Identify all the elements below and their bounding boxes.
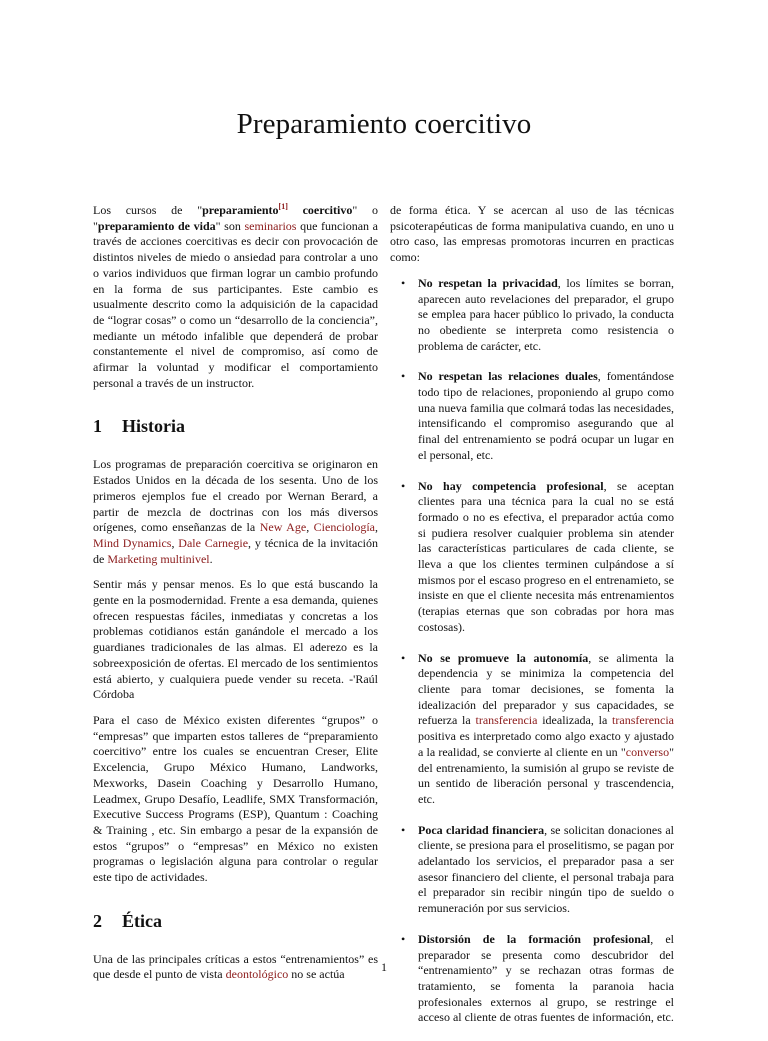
link-dale-carnegie[interactable]: Dale Carnegie (178, 535, 249, 550)
link-deontologico[interactable]: deontológico (225, 967, 289, 982)
section-heading-historia: 1 Historia (93, 416, 185, 437)
reference-link[interactable]: [1] (278, 202, 288, 211)
list-item: • No respetan la privacidad, los límites se borran, aparecen auto revelaciones del preparador, el grupo se emplea para hacer público lo privado, la conducta no obediente se interpreta como resistencia o problema de carácter, etc. (401, 275, 675, 353)
left-column (93, 203, 378, 993)
bullet-icon: • (401, 369, 406, 384)
bullet-icon: • (401, 931, 406, 946)
intro-paragraph: Los cursos de "preparamiento[1] coercitivo" o "preparamiento de vida" son seminarios que funcionan a través de acciones coercitivas es decir con provocación de distintos niveles de miedo o ansiedad para controlar a uno o varios individuos que firman lograr un cambio profundo en la forma de sus participantes. Este cambio es usualmente descrito como la adquisición de la capacidad de “lograr cosas” o como un “desarrollo de la conciencia”, mediante un método infalible que dependerá de probar constantemente el nivel de compromiso, así como de afirmar la voluntad y modificar el comportamiento personal a través de un instructor. (93, 202, 378, 390)
page-number: 1 (381, 960, 387, 974)
list-item: • No hay competencia profesional, se aceptan clientes para una técnica para la cual no se está formado o no es efectiva, el preparador actúa como si pudiera resolver cualquier problema sin atender las características particulares de cada cliente, se lleva a que los clientes terminen culpándose a sí mismos por el escaso progreso en el entrenamieto, se insiste en que el cliente necesita más entrenamientos (terapias eternas que son cobradas por hora mas costosas). (401, 478, 674, 634)
link-mind-dynamics[interactable]: Mind Dynamics (93, 535, 172, 550)
link-marketing-multinivel[interactable]: Marketing multinivel (107, 551, 210, 566)
etica-paragraph-continued: de forma ética. Y se acercan al uso de las técnicas psicoterapéuticas de forma manipulativa cuando, en uno u otro caso, las empresas promotoras incurren en practicas como: (390, 203, 674, 265)
historia-paragraph-2: Sentir más y pensar menos. Es lo que está buscando la gente en la posmodernidad. Frente a esa demanda, quienes ofrecen respuestas fáciles, inmediatas y concretas a los problemas cotidianos están ganándole el mercado a los guardianes tradicionales de las almas. El aderezo es la sobreexposición de ofertas. El mercado de los sentimientos está abierto, y cualquiera puede vender su receta. -'Raúl Córdoba (93, 577, 378, 702)
historia-paragraph-1: Los programas de preparación coercitiva se originaron en Estados Unidos en la década de los sesenta. Uno de los primeros ejemplos fue el creado por Wernan Berard, a partir de mezcla de doctrinas con los más diversos orígenes, como enseñanzas de la New Age, Cienciología, Mind Dynamics, Dale Carnegie, y técnica de la invitación de Marketing multinivel. (93, 457, 378, 566)
section-heading-etica: 2 Ética (93, 910, 162, 931)
list-item: • No se promueve la autonomía, se alimenta la dependencia y se minimiza la competencia del cliente para tomar decisiones, se fomenta la idealización del preparador y sus capacidades, se refuerza la transferencia idealizada, la transferencia positiva es interpretado como algo exacto y ajustado a la realidad, se convierte al cliente en un "converso" del entrenamiento, la sumisión al grupo se reviste de un sentido de liberación personal y trascendencia, etc. (401, 650, 675, 806)
link-converso[interactable]: converso (625, 744, 670, 759)
list-item: • No respetan las relaciones duales, fomentándose todo tipo de relaciones, proponiendo al grupo como una nueva familia que colmará todas las necesidades, intensificando el compromiso asegurando que al final del entrenamiento se podrá ocupar un lugar en el personal, etc. (401, 369, 674, 462)
bullet-icon: • (401, 650, 406, 665)
bullet-icon: • (401, 275, 406, 290)
bullet-icon: • (401, 478, 406, 493)
practices-list (390, 276, 674, 1026)
historia-paragraph-3: Para el caso de México existen diferentes “grupos” o “empresas” que imparten estos talleres de “preparamiento coercitivo” entre los cuales se encuentran Creser, Elite Excelencia, Grupo México Humano, Landworks, Mexworks, Dasein Coaching y Desarrollo Humano, Leadmex, Grupo Desafío, Leadlife, SMX Transformación, Executive Success Programs (ESP), Quantum : Coaching & Training , etc. Sin embargo a pesar de la expansión de estos “grupos” o “empresas” en México no existen programas o legislación alguna para controlar o regular este tipo de actividades. (93, 712, 378, 885)
list-item: • Distorsión de la formación profesional, el preparador se presenta como descubridor del “entrenamiento” y se rechazan otras formas de tratamiento, se fomenta la paranoia hacia profesionales externos al grupo, se restringe el acceso al cliente de otras fuentes de información, etc. (401, 931, 674, 1025)
etica-paragraph-start: Una de las principales críticas a estos “entrenamientos” es que desde el punto de vista deontológico no se actúa (93, 951, 378, 982)
link-cienciologia[interactable]: Cienciología (313, 520, 375, 535)
link-seminarios[interactable]: seminarios (244, 218, 297, 233)
link-transferencia[interactable]: transferencia (475, 713, 538, 728)
link-new-age[interactable]: New Age (259, 520, 307, 535)
right-column (390, 203, 674, 1041)
bullet-icon: • (401, 822, 406, 837)
list-item: • Poca claridad financiera, se solicitan donaciones al cliente, se presiona para el proselitismo, se pagan por adelantado los servicios, el preparador pasa a ser asesor financiero del cliente, el personal trabaja para el preparador sin recibir ningún tipo de sueldo o remuneración por sus servicios. (401, 822, 674, 916)
link-transferencia-2[interactable]: transferencia (612, 713, 675, 728)
page-title: Preparamiento coercitivo (236, 108, 532, 140)
